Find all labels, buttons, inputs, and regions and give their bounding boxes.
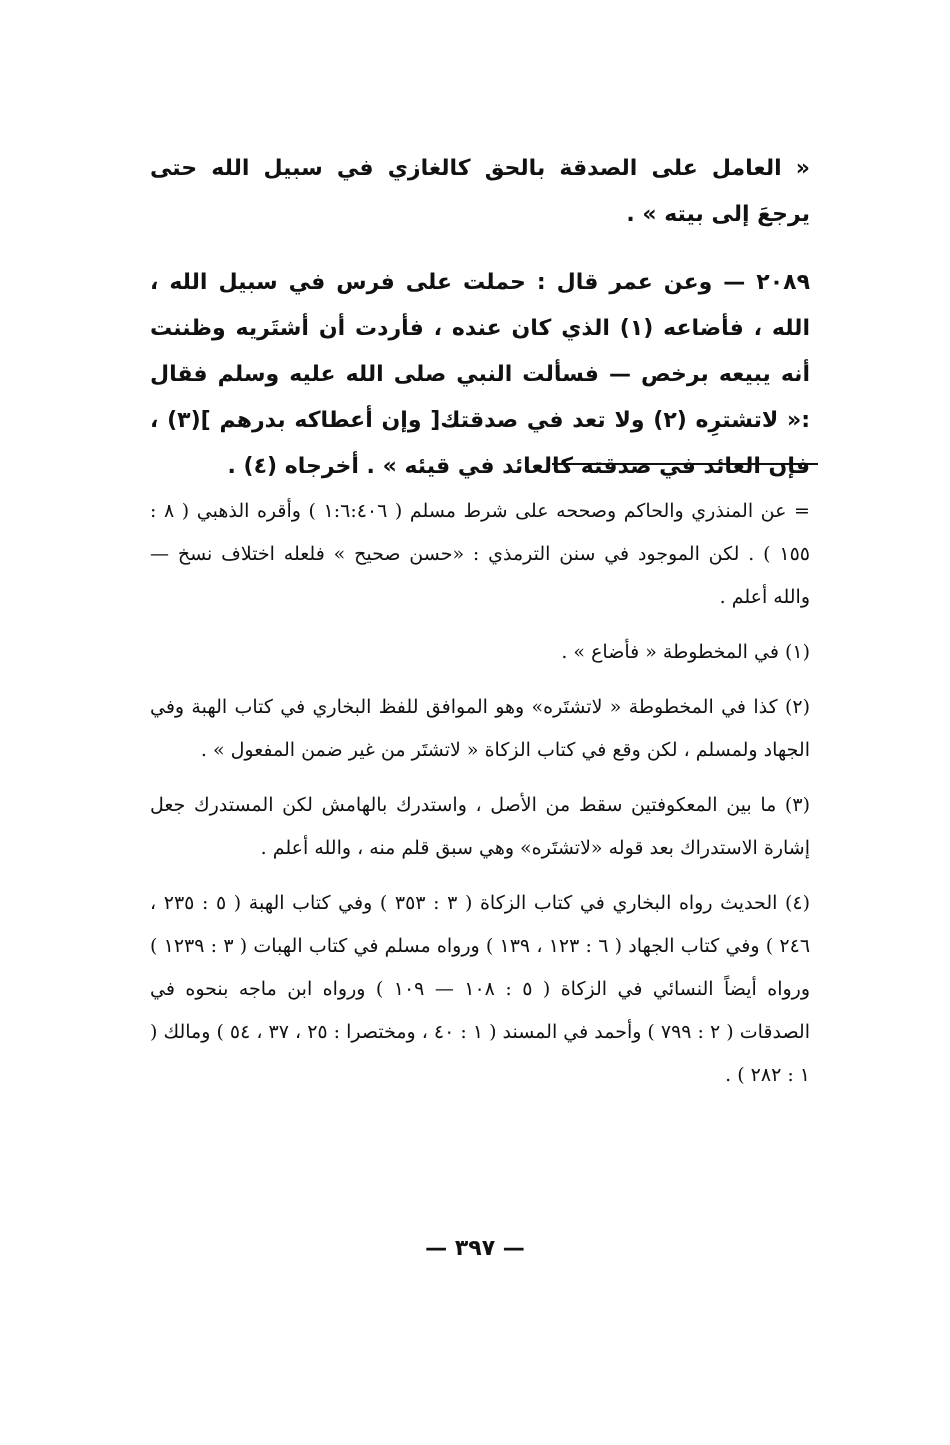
footnotes — [150, 490, 810, 1109]
footnote-separator — [552, 463, 818, 465]
footnote-2: (٢) كذا في المخطوطة « لاتشتَره» وهو الموافق للفظ البخاري في كتاب الهبة وفي الجهاد ولمسلم ، لكن وقع في كتاب الزكاة « لاتشتَر من غير ضمن المفعول » . — [150, 696, 810, 761]
main-text — [150, 146, 810, 490]
hadith-2089: ٢٠٨٩ — وعن عمر قال : حملت على فرس في سبيل الله ، الله ، فأضاعه (١) الذي كان عنده ، فأردت أن أشتَريه وظننت أنه يبيعه برخص — فسألت النبي صلى الله عليه وسلم فقال :« لاتشترِه (٢) ولا تعد في صدقتك[ وإن أعطاكه بدرهم ](٣) ، فإن العائد في صدقته كالعائد في قيئه » . أخرجاه (٤) . — [150, 270, 810, 479]
footnote-4: (٤) الحديث رواه البخاري في كتاب الزكاة ( ٣ : ٣٥٣ ) وفي كتاب الهبة ( ٥ : ٢٣٥ ، ٢٤٦ ) وفي كتاب الجهاد ( ٦ : ١٢٣ ، ١٣٩ ) ورواه مسلم في كتاب الهبات ( ٣ : ١٢٣٩ ) ورواه أيضاً النسائي في الزكاة ( ٥ : ١٠٨ — ١٠٩ ) ورواه ابن ماجه بنحوه في الصدقات ( ٢ : ٧٩٩ ) وأحمد في المسند ( ١ : ٤٠ ، ومختصرا : ٢٥ ، ٣٧ ، ٥٤ ) ومالك ( ١ : ٢٨٢ ) . — [150, 892, 811, 1086]
footnote-3: (٣) ما بين المعكوفتين سقط من الأصل ، واستدرك بالهامش لكن المستدرك جعل إشارة الاستدراك بعد قوله «لاتشتَره» وهي سبق قلم منه ، والله أعلم . — [150, 794, 810, 859]
hadith-ending: « العامل على الصدقة بالحق كالغازي في سبيل الله حتى يرجعَ إلى بيته » . — [150, 156, 810, 227]
page-number: — ٣٩٧ — — [425, 1236, 525, 1261]
footnote-continuation: = عن المنذري والحاكم وصححه على شرط مسلم ( ١:٦:٤٠٦ ) وأقره الذهبي ( ٨ : ١٥٥ ) . لكن الموجود في سنن الترمذي : «حسن صحيح » فلعله اختلاف نسخ — والله أعلم . — [150, 500, 810, 608]
footnote-1: (١) في المخطوطة « فأضاع » . — [561, 641, 810, 663]
